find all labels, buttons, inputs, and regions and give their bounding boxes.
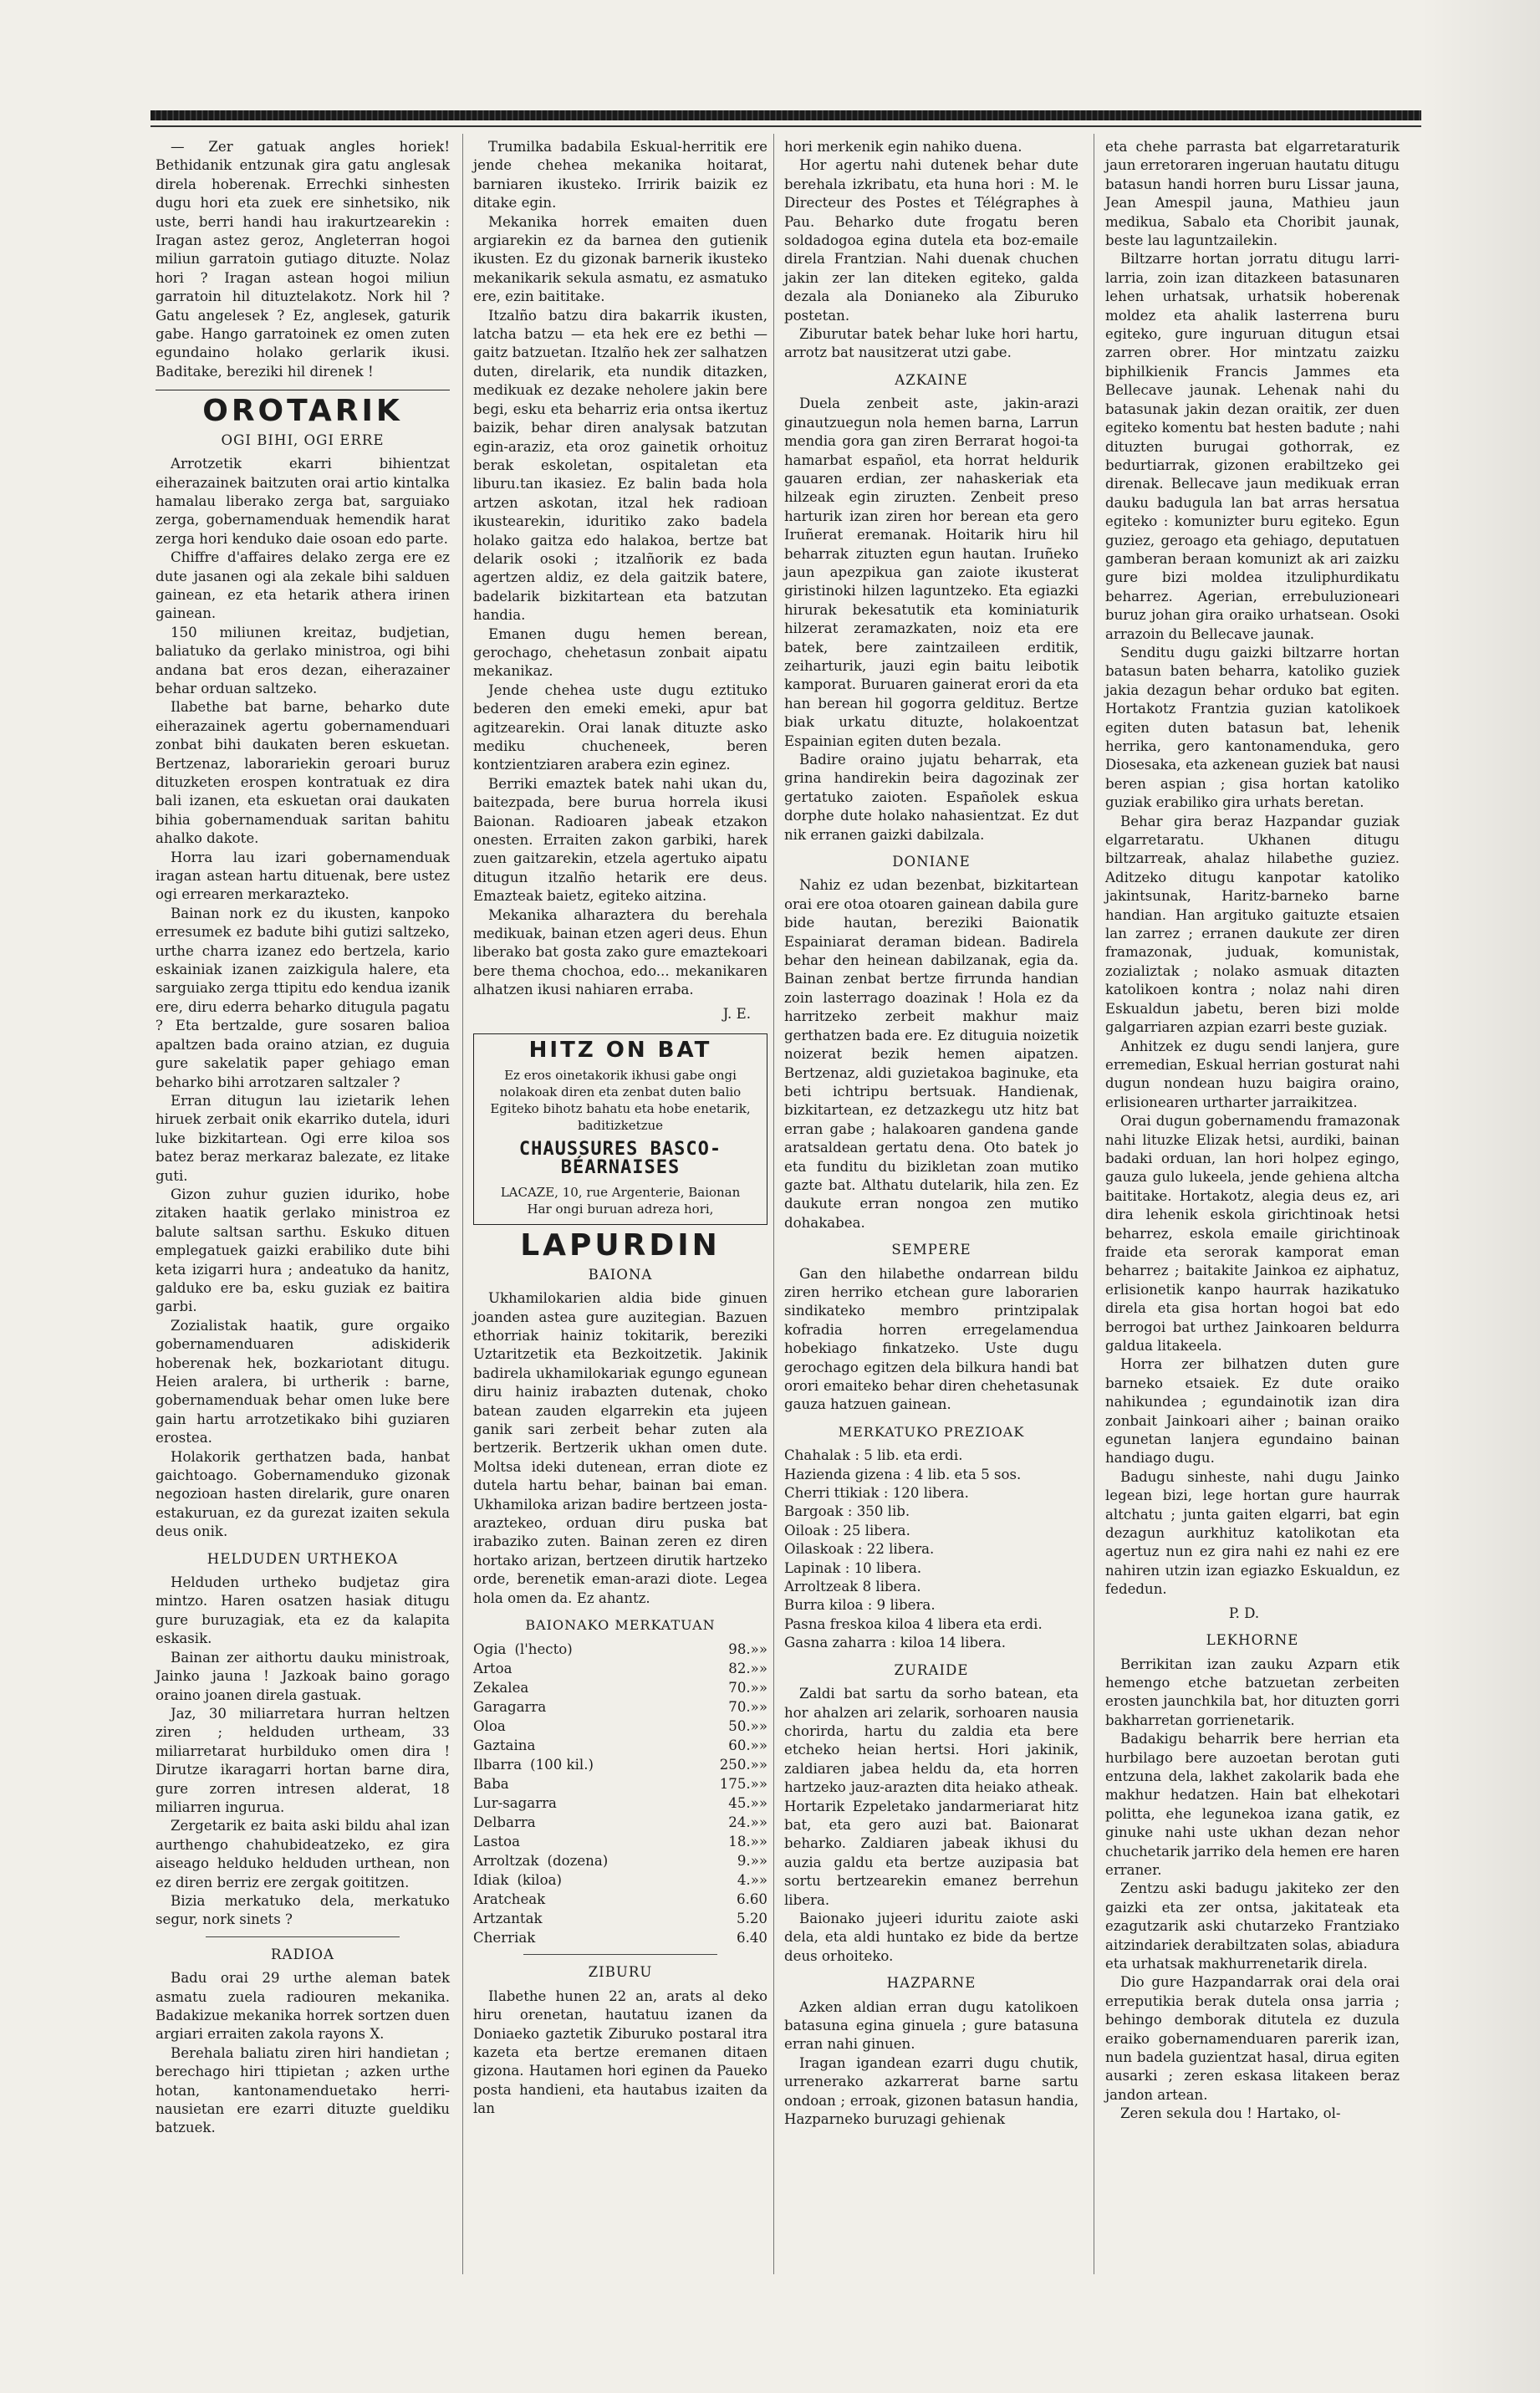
intro-paragraph: — Zer gatuak angles horiek! Bethidanik entzunak gira gatu anglesak direla hoberenak. Errechki sinhesten dugu hori eta zuek ere sinhetsiko, nik uste, berri handi hau irakurtzearekin : Iragan astez geroz, Angleterran hogoi miliun garratoin gutiago dituzte. Nolaz hori ? Iragan astean hogoi miliun garratoin hil dituztelakotz. Nork hil ? Gatu angelesek ? Ez, anglesek, gaturik gabe. Hango garratoinek ez omen zuten egundaino holako gerlarik ikusi. Baditake, bereziki hil direnek !: [156, 139, 450, 380]
market-row: [473, 1851, 767, 1870]
price-line: Hazienda gizena : 4 lib. eta 5 sos.: [784, 1466, 1022, 1482]
paragraph: Zentzu aski badugu jakiteko zer den gaizki eta zer ontsa, jakitateak eta ezagutzarik aski chutarzeko Frantziako aitzindariek derabiltzaten solas, abiadura eta urhatsak makhurrenetarik direla.: [1105, 1880, 1400, 1972]
column-divider: [773, 134, 774, 2274]
market-item-name: Delbarra: [473, 1814, 536, 1831]
market-item-price: 24.»»: [728, 1814, 767, 1831]
subheading-baiona: BAIONA: [588, 1266, 653, 1283]
market-item-price: 50.»»: [728, 1718, 767, 1735]
paragraph: Badakigu beharrik bere herrian eta hurbilago bere auzoetan berotan guti entzuna dela, lakhet zakolarik bada ehe makhur hedatzen. Hain bat elhekotari politta, ehe legunekoa izana gatik, ez ginuke nahi uste ukhan dezan nehor chuchetarik jarriko dela hemen ere haren erraner.: [1105, 1731, 1400, 1878]
market-item-name: Gaztaina: [473, 1737, 536, 1754]
market-item-name: Idiak: [473, 1872, 509, 1889]
market-item-name: Garagarra: [473, 1699, 547, 1716]
market-row: [473, 1774, 767, 1793]
column-3: [784, 138, 1079, 2129]
ad-title: HITZ ON BAT: [528, 1038, 712, 1064]
paragraph: Zergetarik ez baita aski bildu ahal izan aurthengo chahubideatzeko, ez gira aiseago helduko helduden urthean, non ez diren berriz ere zergak goititzen.: [156, 1818, 450, 1890]
paragraph: Gizon zuhur guzien iduriko, hobe zitaken haatik gerlako ministroa ez balute saltsan sarthu. Eskuko dituen emplegatuek gaizki erabiliko dute bihi keta izigarri hura ; andeatuko da hanitz, galduko ere ba, esku guziak ez baitira garbi.: [156, 1186, 450, 1315]
market-item-price: 250.»»: [719, 1757, 767, 1773]
price-line: Burra kiloa : 9 libera.: [784, 1597, 936, 1614]
ad-text: Ez eros oinetakorik ikhusi gabe ongi nolakoak diren eta zenbat duten balio Egiteko bihotz bahatu eta hobe enetarik, baditizketzue: [490, 1067, 751, 1133]
column-2: [473, 138, 767, 2119]
paragraph: Gan den hilabethe ondarrean bildu ziren herriko etchean gure laborarien sindikateko membro printzipalak kofradia horren erregelamendua hobekiago finkatzeko. Uste dugu gerochago egitzen dela bilkura handi bat orori emaiteko behar diren chehetasunak gauza hatzuen gainean.: [784, 1265, 1079, 1413]
section-title-orotarik: OROTARIK: [202, 394, 403, 429]
market-item-price: 70.»»: [728, 1680, 767, 1697]
paragraph: Jende chehea uste dugu eztituko bederen den emeki emeki, apur bat agitzearekin. Orai lanak dituzte asko mediku chucheneek, beren kontzientziaren arabera ezin eginez.: [473, 681, 767, 773]
market-item-name: Lur-sagarra: [473, 1795, 557, 1812]
helduden-article: [156, 1574, 450, 1930]
subheading-sempere: SEMPERE: [891, 1242, 971, 1258]
paragraph: Bainan nork ez du ikusten, kanpoko erresumek ez badute bihi gutizi saltzeko, urthe charra izanez edo bertzela, kario eskainiak izanen zaizkigula halere, eta sarguiako zerga ttipitu edo kendua izanik ere, diru ederra beharko ditugula pagatu ? Eta bertzalde, gure sosaren balioa apaltzen bada oraino atzian, ez duguia gure sakelatik paper gehiago eman beharko bihi arrotzaren saltzaler ?: [156, 905, 450, 1090]
scan-edge-shadow: [1421, 0, 1540, 2393]
market-row: [473, 1659, 767, 1678]
top-thin-rule: [150, 125, 1421, 127]
paragraph: Ukhamilokarien aldia bide ginuen joanden astea gure auzitegian. Bazuen ethorriak hainiz tokitarik, bereziki Uztaritzetik eta Bezkoitzetik. Jakinik badirela ukhamilokariak egungo egunean diru hainiz irabazten dutenak, choko batean zauden elgarrekin eta jujeen ganik sari zerbeit behar zuten ala bertzerik. Bertzerik ukhan omen dute. Moltsa ideki dutenean, erran diote ez dutela hartu behar, bainan bai eman. Ukhamiloka arizan badire bertzeen josta-araztekeo, orduan diru puska bat irabaziko zuten. Bainan zeren ez diren hortako arizan, bertzeen dirutik hartzeko orde, berenetik eman-arazi diote. Legea hola omen da. Ez ahantz.: [473, 1290, 767, 1606]
paragraph: Badu orai 29 urthe aleman batek asmatu zuela radiouren mekanika. Badakizue mekanika horrek sortzen duen argiari erraiten zakola rayons X.: [156, 1970, 450, 2043]
market-row: [473, 1832, 767, 1851]
paragraph: Badire oraino jujatu beharrak, eta grina handirekin beira dagozinak zer gertatuko zaioten. Españolek eskua dorphe dute holako nahasientzat. Ez dut nik erranen gaizki dabilzala.: [784, 752, 1079, 843]
market-row: [473, 1890, 767, 1909]
paragraph: Erran ditugun lau izietarik lehen hiruek zerbait onik ekarriko dutela, iduri luke bizkitartean. Ogi erre kiloa sos batez beraz merkaraz balezate, ez litake guti.: [156, 1092, 450, 1184]
paragraph: Mekanika horrek emaiten duen argiarekin ez da barnea den gutienik ikusten. Ez du gizonak barnerik ikusteko mekanikarik sekula asmatu, ez asmatuko ere, ezin baititake.: [473, 213, 767, 305]
market-row: [473, 1928, 767, 1947]
subheading-radioa: RADIOA: [271, 1946, 334, 1962]
market-item: [473, 1774, 692, 1793]
subheading-ogi-bihi: OGI BIHI, OGI ERRE: [221, 431, 385, 448]
market-item-price: 4.»»: [737, 1872, 767, 1889]
market-item: [473, 1890, 692, 1909]
market-item: [473, 1659, 692, 1678]
market-item-price: 9.»»: [737, 1853, 767, 1870]
paragraph: Horra zer bilhatzen duten gure barneko etsaiek. Ez dute oraiko nahikundea ; egundainotik izan dira zonbait Jainkoari aiher ; bainan oraiko egunetan lanjera egundaino bainan handiago dugu.: [1105, 1356, 1400, 1467]
market-item: [473, 1832, 692, 1851]
paragraph: 150 miliunen kreitaz, budjetian, baliatuko da gerlako ministroa, ogi bihi andana bat eros dezan, eiherazainer behar orduan saltzeko.: [156, 624, 450, 696]
market-item-name: Artoa: [473, 1661, 512, 1677]
market-item: [473, 1813, 692, 1832]
paragraph: Berrikitan izan zauku Azparn etik hemengo etche batzuetan zerbeiten erosten jaunchkila bat, hor dituzten gorri bakharretan gorrienetarik.: [1105, 1656, 1400, 1728]
paragraph: Behar gira beraz Hazpandar guziak elgarretaratu. Ukhanen ditugu biltzarreak, ahalaz hilabethe guziez. Aditzeko ditugu kanpotar katoliko jakintsunak, Haritz-barneko barne handian. Han argituko gaituzte etsaien lan zarrez ; erranen daukute zer diren framazonak, juduak, komunistak, zozializtak ; nolako asmuak ditazten katolikoen kontra ; nolaz nahi diren Eskualdun jabetu, beren bizi molde galgarriaren azpian ezarri beste guziak.: [1105, 813, 1400, 1036]
market-item-unit: (dozena): [547, 1853, 609, 1870]
market-item-price: 175.»»: [719, 1776, 767, 1793]
market-item-name: Baba: [473, 1776, 509, 1793]
market-item-price: 18.»»: [728, 1834, 767, 1850]
paragraph: Holakorik gerthatzen bada, hanbat gaichtoago. Gobernamenduko gizonak negozioan hasten direlarik, gure onaren estakuruan, ez da gurezat izaiten sekula deus onik.: [156, 1448, 450, 1540]
paragraph: Trumilka badabila Eskual-herritik ere jende chehea mekanika hoitarat, barniaren ikusteko. Irririk baizik ez ditake egin.: [473, 139, 767, 212]
market-item: [473, 1697, 692, 1717]
prices-title: MERKATUKO PREZIOAK: [838, 1423, 1025, 1440]
radioa-continued: [473, 138, 767, 1000]
market-row: [473, 1678, 767, 1697]
market-row: [473, 1870, 767, 1890]
market-item-name: Cherriak: [473, 1930, 536, 1947]
market-item: [473, 1717, 692, 1736]
short-rule: [206, 1936, 400, 1937]
subheading-hazparne: HAZPARNE: [886, 1975, 977, 1992]
market-item: [473, 1851, 692, 1870]
market-item-price: 98.»»: [728, 1641, 767, 1658]
paragraph: Arrotzetik ekarri bihientzat eiherazainek baitzuten orai artio kintalka hamalau liberako zerga bat, sarguiako zerga, gobernamenduak hemendik harat zerga hori kenduko daie osoan edo parte.: [156, 456, 450, 547]
ogi-bihi-article: [156, 455, 450, 1542]
price-line: Chahalak : 5 lib. eta erdi.: [784, 1447, 963, 1464]
paragraph: Iragan igandean ezarri dugu chutik, urrenerako azkarrerat barne sartu ondoan ; erroak, gizonen batasun handia, Hazparneko buruzagi gehienak: [784, 2054, 1079, 2128]
market-item: [473, 1678, 692, 1697]
market-item-unit: (100 kil.): [530, 1757, 594, 1773]
paragraph: Anhitzek ez dugu sendi lanjera, gure erremedian, Eskual herrian gosturat nahi dugun nondean huzu baigira oraino, erlisionearen urtharter jarraikitzea.: [1105, 1038, 1400, 1110]
market-item-price: 60.»»: [728, 1737, 767, 1754]
paragraph: Azken aldian erran dugu katolikoen batasuna egina ginuela ; gure batasuna erran nahi ginuen.: [784, 1998, 1079, 2053]
market-item-price: 6.60: [737, 1891, 767, 1908]
signature: P. D.: [1228, 1605, 1260, 1621]
price-line: Cherri ttikiak : 120 libera.: [784, 1485, 969, 1502]
ad-note: Har ongi buruan adreza hori,: [527, 1202, 714, 1217]
subheading-azkaine: AZKAINE: [895, 371, 968, 388]
paragraph: Helduden urtheko budjetaz gira mintzo. Haren osatzen hasiak ditugu gure buruzagiak, eta ez da kalapita eskasik.: [156, 1574, 450, 1647]
price-line: Pasna freskoa kiloa 4 libera eta erdi.: [784, 1615, 1043, 1632]
price-line: Gasna zaharra : kiloa 14 libera.: [784, 1635, 1007, 1651]
paragraph: eta chehe parrasta bat elgarretaraturik jaun erretoraren ingeruan hautatu ditugu batasun handi horren buru Lissar jauna, Jean Amespil jauna, Mathieu jaun medikua, Sabalo eta Choribit jaunak, beste lau laguntzailekin.: [1105, 139, 1400, 249]
market-item-name: Aratcheak: [473, 1891, 546, 1908]
subheading-ziburu: ZIBURU: [588, 1964, 653, 1981]
short-rule: [523, 1954, 717, 1955]
paragraph: Duela zenbeit aste, jakin-arazi ginautzuegun nola hemen barna, Larrun mendia gora gan ziren Berrarat hogoi-ta hamarbat español, eta horrat heldurik gauaren erdian, zer nahaskeriak eta hilzeak egin ziruzten. Zenbeit preso harturik izan ziren hor berean eta gero Iruñerat eremanak. Hoitarik hiru hil beharrak zituzten egun hautan. Iruñeko jaun apezpikua gan zaiote ikusterat giristinoki hilzen laguntzeko. Eta egiazki hirurak bekesatutik eta kominiaturik hilzerat zeramazkaten, noiz eta ere batek, bere zaintzaileen erditik, zeiharturik, jauzi egin baitu leibotik kamporat. Buruaren gainerat erori da eta han berean hil gogorra geldituz. Bertze biak urkatu dituzte, holakoentzat Espainian egiten duten bezala.: [784, 395, 1079, 749]
paragraph: Zaldi bat sartu da sorho batean, eta hor ahalzen ari zelarik, sorhoaren nausia chorirda, hartu du zaldia eta bere etcheko heian hertsi. Hori jakinik, zaldiaren jabea heldu da, eta horren hartzeko jauz-arazten dita heiako atheak. Hortarik Ezpeletako jandarmeriarat hitz bat, eta gero auzi bat. Baionarat beharko. Zaldiaren jabeak ikhusi du auzia galdu eta bertze auzipasia bat sortu bertzearekin emanez berrehun libera.: [784, 1686, 1079, 1908]
subheading-helduden-urthekoa: HELDUDEN URTHEKOA: [207, 1550, 399, 1567]
market-item: [473, 1755, 692, 1774]
market-title: BAIONAKO MERKATUAN: [525, 1617, 716, 1634]
market-item-name: Arroltzak: [473, 1853, 539, 1870]
market-item-price: 70.»»: [728, 1699, 767, 1716]
signature: J. E.: [722, 1005, 751, 1022]
market-item-name: Ilbarra: [473, 1757, 523, 1773]
market-row: [473, 1717, 767, 1736]
market-item-price: 45.»»: [728, 1795, 767, 1812]
paragraph: Berriki emaztek batek nahi ukan du, baitezpada, bere burua horrela ikusi Baionan. Radioaren jabeak etzakon onesten. Erraiten zakon garbiki, harek zuen gaitzarekin, etzela agertuko aipatu ditugun itzalño hetarik ere deus. Emazteak baietz, egiteko aitzina.: [473, 775, 767, 905]
market-row: [473, 1813, 767, 1832]
market-item-price: 82.»»: [728, 1661, 767, 1677]
market-item-name: Oloa: [473, 1718, 506, 1735]
paragraph: Orai dugun gobernamendu framazonak nahi lituzke Elizak hetsi, aurdiki, bainan badaki orduan, lan hori holpez egingo, gauza gulo lukeela, jende gehiena altcha baititake. Hortakotz, alegia deus ez, ari dira lehenik eskola girichtinoak hetsi beharrez, eskola emaile girichtinoak fraide eta serorak kamporat eman beharrez ; baitakite Jainkoa ez aiphatuz, erlisionetik kanpo haurrak hazikatuko direla eta gisa hortan hogoi bat edo berrogoi bat urthez Jainkoaren beldurra galdua litakeela.: [1105, 1113, 1400, 1354]
price-list: [784, 1447, 1079, 1652]
paragraph: Ilabethe hunen 22 an, arats al deko hiru orenetan, hautatuu izanen da Doniaeko gaztetik Ziburuko postaral itra kazeta eta bertze eremanen ditaen gizona. Hautamen hori eginen da Paueko posta handieni, eta hautabus izaiten da lan: [473, 1987, 767, 2117]
paragraph: hori merkenik egin nahiko duena.: [784, 139, 1022, 155]
paragraph: Hor agertu nahi dutenek behar dute berehala izkribatu, eta huna hori : M. le Directeur des Postes et Télégraphes à Pau. Beharko dute frogatu beren soldadogoa egina dutela eta boz-emaile direla Frantzian. Nahi duenak chuchen jakin zer lan diteken egiteko, galda dezala ala Donianeko ala Ziburuko postetan.: [784, 157, 1079, 324]
market-item: [473, 1736, 692, 1755]
market-item: [473, 1928, 692, 1947]
column-divider: [462, 134, 463, 2274]
paragraph: Baionako jujeeri iduritu zaiote aski dela, eta aldi huntako ez bide da bertze deus orhoiteko.: [784, 1910, 1079, 1964]
paragraph: Zozialistak haatik, gure orgaiko gobernamenduaren adiskiderik hoberenak hek, bozkariotant ditugu. Heien aralera, bi urtherik : barne, gobernamenduak behar omen luke bere gain hartu arrotzetikako bihi guziaren erostea.: [156, 1317, 450, 1447]
paragraph: Badugu sinheste, nahi dugu Jainko legean bizi, lege hortan gure haurrak altchatu ; junta gaiten elgarri, bat egin dezagun aurkhituz katolikotan eta agertuz nun ez gira nahi ez nahi ez ere nahiren utzin izan egiazko Eskualdun, ez fededun.: [1105, 1468, 1400, 1598]
price-line: Oilaskoak : 22 libera.: [784, 1541, 935, 1558]
price-line: Oiloak : 25 libera.: [784, 1522, 910, 1538]
paragraph: Itzalño batzu dira bakarrik ikusten, latcha batzu — eta hek ere ez bethi — gaitz batzuetan. Itzalño hek zer salhatzen duten, direlarik, eta nundik ditazken, medikuak ez dezake neholere jakin bere begi, esku eta beharriz eria ontsa ikertuz baizik, behar diren analysak batzutan egin-araziz, eta oroz gainetik orhoituz berak eskoletan, ospitaletan eta liburu.tan ikasiez. Ez balin bada hola artzen askotan, itzal hek radioan ikustearekin, iduritiko zako badela holako gaitza edo halakoa, bertze bat delarik osoki ; itzalñorik ez bada agertzen aldiz, ez dela gaitzik batere, badelarik bizkitartean eta batzutan handia.: [473, 307, 767, 624]
ad-address: LACAZE, 10, rue Argenterie, Baionan: [500, 1185, 741, 1201]
paragraph: Zeren sekula dou ! Hartako, ol-: [1120, 2105, 1341, 2122]
market-item-price: 5.20: [737, 1911, 767, 1927]
price-line: Bargoak : 350 lib.: [784, 1503, 910, 1520]
market-item-unit: (l'hecto): [514, 1641, 573, 1658]
subheading-zuraide: ZURAIDE: [894, 1661, 969, 1678]
price-line: Arroltzeak 8 libera.: [784, 1579, 921, 1595]
paragraph: Biltzarre hortan jorratu ditugu larri-larria, zoin izan ditazkeen batasunaren lehen urhatsak, urhatsik hoberenak moldez eta ahalik lasterrena buru egiteko, gure inguruan ditugun etsai zarren obrer. Hor mintzatu zaizku biphilkienik Francis Jammes eta Bellecave jaunak. Lehenak nahi du batasunak jakin dezan oraitik, zer duen egiteko komentu bat hesten badute ; nahi dituzten burugai gothorrak, ez bedurtiarrak, gizonen erabiltzeko gei direnak. Bellecave jaun medikuak erran dauku badugula lan bat arras hersatua egiteko : komunizter buru egiteko. Egun guziez, geroago eta gehiago, deputatuen gamberan beraan komunizt ak ari zaizku gure bizi moldea itzuliphurdikatu beharrez. Agerian, errebuluzioneari buruz johan gira oraiko urhatsean. Osoki arrazoin du Bellecave jaunak.: [1105, 251, 1400, 642]
market-item: [473, 1793, 692, 1813]
section-title-lapurdin: LAPURDIN: [520, 1228, 721, 1263]
market-item-name: Zekalea: [473, 1680, 529, 1697]
paragraph: Emanen dugu hemen berean, gerochago, chehetasun zonbait aipatu mekanikaz.: [473, 625, 767, 680]
advertisement-box: [473, 1033, 767, 1225]
top-heavy-rule: [150, 110, 1421, 120]
market-item: [473, 1640, 692, 1659]
price-line: Lapinak : 10 libera.: [784, 1559, 922, 1576]
market-row: [473, 1793, 767, 1813]
paragraph: Berehala baliatu ziren hiri handietan ; berechago hiri ttipietan ; azken urthe hotan, kantonamenduetako herri-nausietan ere ezarri dituzte gueldiku batzuek.: [156, 2044, 450, 2136]
market-row: [473, 1697, 767, 1717]
column-1: [156, 138, 450, 2138]
market-item-unit: (kiloa): [517, 1872, 562, 1889]
radioa-article: [156, 1969, 450, 2138]
market-item-name: Lastoa: [473, 1834, 520, 1850]
column-4: [1105, 138, 1400, 2124]
market-row: [473, 1755, 767, 1774]
market-list: [473, 1640, 767, 1947]
paragraph: Chiffre d'affaires delako zerga ere ez dute jasanen ogi ala zekale bihi salduen gainean, ez eta hetarik athera irinen gainean.: [156, 549, 450, 622]
paragraph: Bainan zer aithortu dauku ministroak, Jainko jauna ! Jazkoak baino gorago oraino joanen direla gastuak.: [156, 1649, 450, 1703]
subheading-doniane: DONIANE: [892, 854, 971, 870]
ad-brand: CHAUSSURES BASCO-BÉARNAISES: [518, 1138, 722, 1178]
paragraph: Jaz, 30 miliarretara hurran heltzen ziren ; helduden urtheam, 33 miliarretarat hurbilduko omen dira ! Dirutze ikaragarri hortan barne dira, gure zorren intresen alderat, 18 miliarren ingurua.: [156, 1705, 450, 1815]
market-item: [473, 1909, 692, 1928]
paragraph: Mekanika alharaztera du berehala medikuak, bainan etzen ageri deus. Ehun liberako bat gosta zako gure emaztekoari bere thema chochoa, edo... mekanikaren alhatzen ikusi nahiaren erraba.: [473, 906, 767, 998]
paragraph: Ziburutar batek behar luke hori hartu, arrotz bat nausitzerat utzi gabe.: [784, 326, 1079, 361]
market-row: [473, 1736, 767, 1755]
market-row: [473, 1640, 767, 1659]
market-item-name: Ogia: [473, 1641, 507, 1658]
market-row: [473, 1909, 767, 1928]
paragraph: Dio gure Hazpandarrak orai dela orai erreputikia berak dutela onsa jarria ; behingo demborak ditutela ez duzula eraiko gobernamenduaren parerik izan, nun badela guzientzat hasal, dirua egiten ausarki ; zeren eskasa litakeen beraz jandon artean.: [1105, 1974, 1400, 2103]
subheading-lekhorne: LEKHORNE: [1206, 1632, 1299, 1649]
market-item-price: 6.40: [737, 1930, 767, 1947]
paragraph: Senditu dugu gaizki biltzarre hortan batasun baten beharra, katoliko guziek jakia dezagun behar orduko bat egiten. Hortakotz Frantzia guzian katolikoek egiten duten batasun bat, lehenik herrika, gero kantonamenduka, gero Diosesaka, eta azkenean guziek bat nausi beren aspian ; gisa hortan katoliko guziak erabiliko gira urhats beretan.: [1105, 644, 1400, 811]
paragraph: Ilabethe bat barne, beharko dute eiherazainek agertu gobernamenduari zonbat bihi daukaten beren eskuetan. Bertzenaz, laborariekin geroari buruz dituzketen erospen kontratuak ez dira bali izanen, eta eskuetan orai daukaten bihia gobernamenduak saritan bahitu ahalko dakote.: [156, 699, 450, 847]
market-item-name: Artzantak: [473, 1911, 543, 1927]
paragraph: Bizia merkatuko dela, merkatuko segur, nork sinets ?: [156, 1892, 450, 1928]
paragraph: Nahiz ez udan bezenbat, bizkitartean orai ere otoa otoaren gainean dabila gure bide hautan, bereziki Baionatik Espainiarat deraman bidean. Badirela behar den heinean dabilzanak, egia da. Bainan zenbat bertze firrunda handian zoin lasterrago doazinak ! Hola ez da harritzeko zerbeit makhur maiz gerthatzen bada ere. Ez dituguia noizetik noizerat bezik hemen aipatzen. Bertzenaz, aldi guzietakoa baginuke, eta beti ichtripu bertsuak. Handienak, bizkitartean, ez detzazkegu utz hitz bat erran gabe ; halakoaren gandena gande aratsaldean gertatu dena. Oto batek jo eta funditu du bizikletan zoan mutiko gazte bat. Althatu dutelarik, hila zen. Ez daukute erran nongoa zen mutiko dohakabea.: [784, 877, 1079, 1231]
market-item: [473, 1870, 692, 1890]
paragraph: Horra lau izari gobernamenduak iragan astean hartu dituenak, bere ustez ogi errearen merkarazteko.: [156, 849, 450, 903]
